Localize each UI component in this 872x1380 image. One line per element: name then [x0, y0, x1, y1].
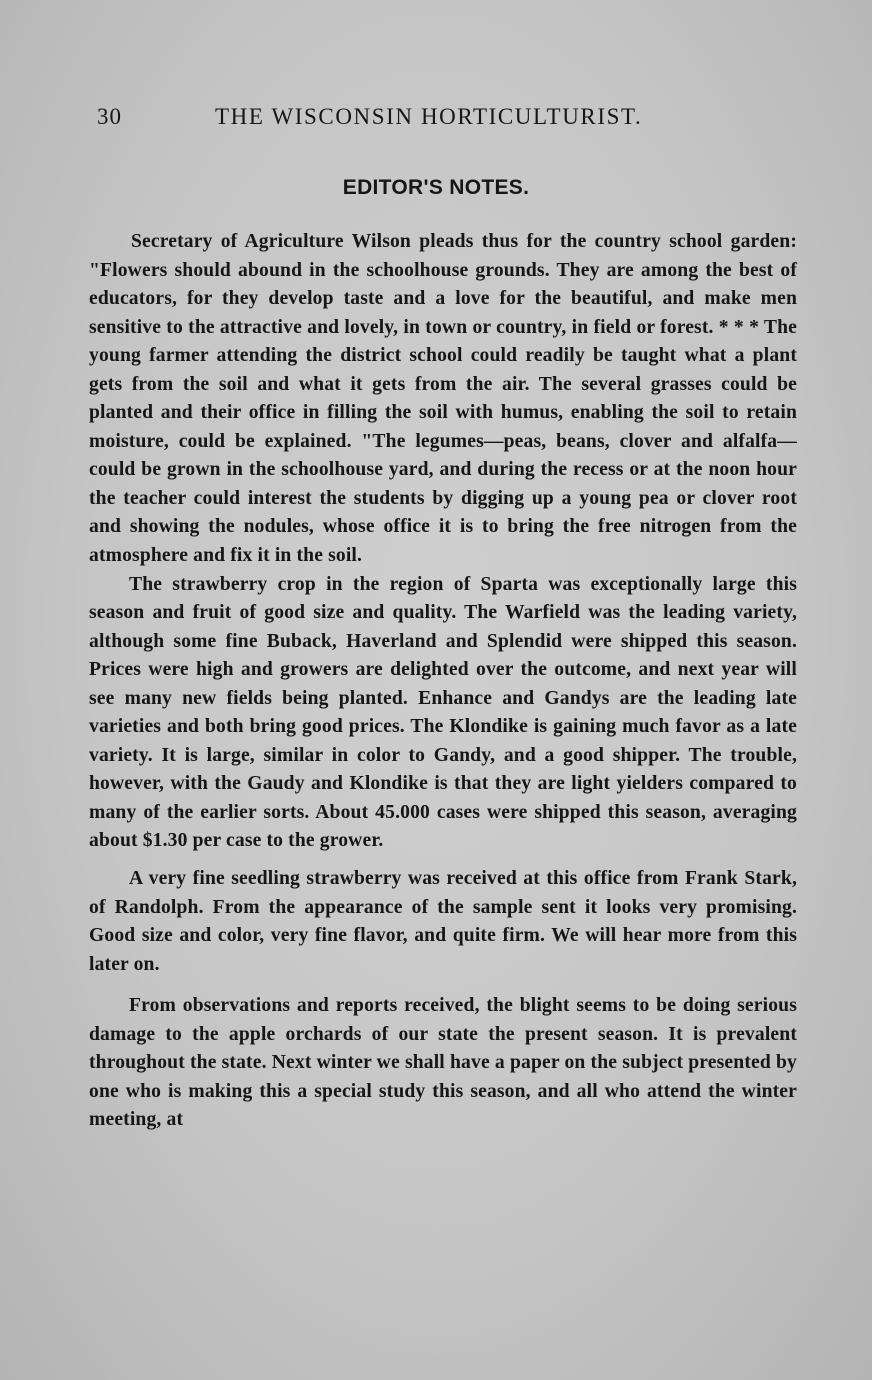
section-title: EDITOR'S NOTES.	[342, 176, 530, 199]
paragraph-seedling-strawberry: A very fine seedling strawberry was received at this office from Frank Stark, of Randolph. From the appearance of the sample sent it looks very promising. Good size and color, very fine flavor, and quite firm. We will hear more from this later on.	[89, 868, 797, 975]
page-header	[97, 104, 797, 138]
article-body	[89, 228, 797, 1135]
paragraph-school-garden: Secretary of Agriculture Wilson pleads thus for the country school garden: "Flowers should abound in the schoolhouse grounds. They are among the best of educators, for they develop taste and a love for the beautiful, and make men sensitive to the attractive and lovely, in town or country, in field or forest. * * * The young farmer attending the district school could readily be taught what a plant gets from the soil and what it gets from the air. The several grasses could be planted and their office in filling the soil with humus, enabling the soil to retain moisture, could be explained. "The legumes—peas, beans, clover and alfalfa—could be grown in the schoolhouse yard, and during the recess or at the noon hour the teacher could interest the students by digging up a young pea or clover root and showing the nodules, whose office it is to bring the free nitrogen from the atmosphere and fix it in the soil.	[89, 231, 797, 567]
paragraph-strawberry-crop: The strawberry crop in the region of Sparta was exceptionally large this season and fruit of good size and quality. The Warfield was the leading variety, although some fine Buback, Haverland and Splendid were shipped this season. Prices were high and growers are delighted over the outcome, and next year will see many new fields being planted. Enhance and Gandys are the leading late varieties and both bring good prices. The Klondike is gaining much favor as a late variety. It is large, similar in color to Gandy, and a good shipper. The trouble, however, with the Gaudy and Klondike is that they are light yielders compared to many of the earlier sorts. About 45.000 cases were shipped this season, averaging about $1.30 per case to the grower.	[89, 573, 797, 852]
paragraph-apple-blight: From observations and reports received, the blight seems to be doing serious damage to the apple orchards of our state the present season. It is prevalent throughout the state. Next winter we shall have a paper on the subject presented by one who is making this a special study this season, and all who attend the winter meeting, at	[89, 995, 797, 1131]
page-number: 30	[97, 104, 122, 129]
running-title: THE WISCONSIN HORTICULTURIST.	[215, 104, 643, 129]
